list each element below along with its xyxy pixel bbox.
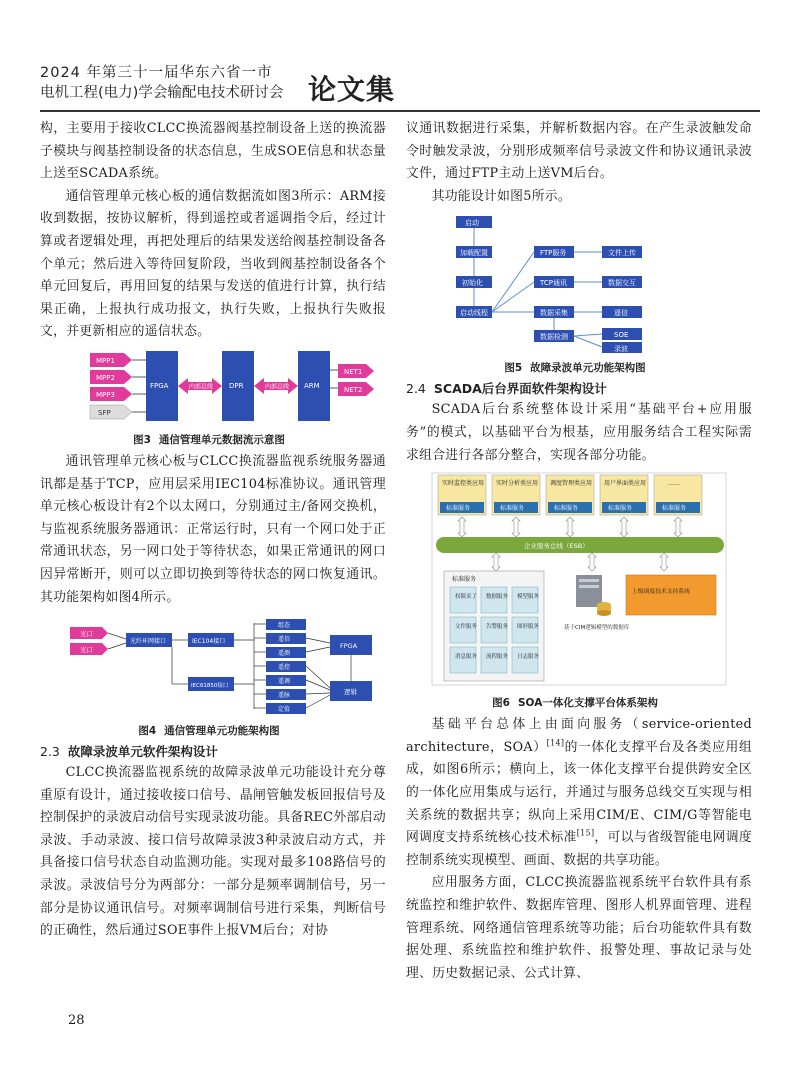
svg-text:遥脉: 遥脉: [278, 692, 291, 700]
svg-text:DPR: DPR: [229, 381, 244, 390]
fig3-fpga: [146, 351, 178, 421]
fig5-collect: 数据采集: [540, 309, 568, 318]
svg-text:标准服务: 标准服务: [662, 505, 687, 513]
figure-3: [40, 348, 386, 448]
svg-text:内部总线: 内部总线: [189, 383, 214, 391]
fig6-app-3: [546, 475, 594, 515]
fig5-yx: 遥信: [614, 309, 628, 318]
section-heading-2-3: 2.3 故障录波单元软件架构设计: [40, 744, 218, 760]
fig3-mpp3: [90, 387, 132, 401]
fig5-load: 加载配置: [460, 249, 488, 258]
header-rule: [40, 110, 760, 112]
header-line-1: 2024 年第三十一届华东六省一市: [40, 65, 273, 81]
svg-text:MPP1: MPP1: [96, 356, 115, 365]
svg-text:遥测: 遥测: [278, 650, 291, 658]
svg-text:标准服务: 标准服务: [452, 576, 477, 584]
svg-text:光口: 光口: [80, 630, 93, 639]
figure-5-diagram: [406, 212, 752, 354]
figure-3-caption: 图3 通信管理单元数据流示意图: [133, 433, 285, 446]
right-column: [406, 118, 752, 985]
svg-text:光口: 光口: [80, 646, 93, 655]
figure-6-diagram: [406, 471, 752, 689]
svg-text:光纤环网接口: 光纤环网接口: [130, 638, 167, 646]
fig4-yk: [266, 661, 306, 672]
svg-text:上级调度技术支持系统: 上级调度技术支持系统: [632, 589, 690, 596]
paragraph: 通讯管理单元核心板与CLCC换流器监视系统服务器通讯都是基于TCP，应用层采用IEC104标准协议。通讯管理单元核心板设计有2个以太网口，分别通过主/备网交换机，与监视系统服务器通讯：正常运行时，只有一个网口处于正常通讯状态，另一网口处于等待状态，如果正常通讯的网口因异常断开，则可以立即切换到等待状态的网口恢复通讯。其功能架构如图4所示。: [40, 453, 386, 605]
fig4-yc: [266, 647, 306, 658]
svg-text:IEC104接口: IEC104接口: [192, 638, 226, 646]
fig4-iec61850: [188, 677, 234, 691]
fig4-setting: [266, 703, 306, 714]
svg-text:NET2: NET2: [344, 385, 363, 394]
svg-text:用户界面类应用: 用户界面类应用: [604, 480, 647, 488]
section-heading-2-4: 2.4 SCADA后台界面软件架构设计: [406, 381, 607, 397]
header-title: 论文集: [308, 73, 396, 106]
svg-text:日志服务: 日志服务: [517, 654, 540, 661]
citation: [14]: [546, 738, 565, 748]
svg-text:权限采了: 权限采了: [455, 594, 478, 601]
paragraph: 应用服务方面，CLCC换流器监视系统平台软件具有系统监控和维护软件、数据库管理、图形人机界面管理、进程管理系统、网络通信管理系统等功能；后台功能软件具有数据处理、系统监控和维护软件、报警处理、事故记录与处理、历史数据记录、公式计算、: [406, 875, 752, 981]
svg-text:文件服务: 文件服务: [455, 624, 478, 631]
svg-text:NET1: NET1: [344, 367, 363, 376]
fig6-app-2: [492, 475, 540, 515]
fig4-iec104: [188, 633, 234, 647]
citation: [15]: [576, 828, 595, 838]
paragraph: CLCC换流器监视系统的故障录波单元功能设计充分尊重原有设计，通过接收接口信号、晶闸管触发板回报信号及控制保护的录波启动信号实现录波功能。具备REC外部启动录波、手动录波、接口信号故障录波3种录波启动方式，并具备接口信号状态自动监测功能。实现对最多108路信号的录波。录波信号分为两部分：一部分是频率调制信号，另一部分是协议通讯信号。对频率调制信号进行采集，判断信号的正确性，然后通过SOE事件上报VM后台；对协: [40, 765, 386, 939]
svg-text:标准服务: 标准服务: [608, 505, 633, 513]
svg-text:ARM: ARM: [304, 381, 320, 390]
fig4-ym: [266, 689, 306, 700]
svg-text:流程服务: 流程服务: [486, 654, 509, 661]
fig3-sfp: [90, 405, 132, 419]
figure-6: [406, 471, 752, 711]
fig4-yt: [266, 675, 306, 686]
svg-text:……: ……: [668, 480, 680, 488]
svg-text:遥信: 遥信: [278, 636, 291, 644]
svg-text:模型服务: 模型服务: [517, 594, 540, 601]
fig6-std-services: [444, 571, 544, 681]
svg-text:标准服务: 标准服务: [554, 505, 579, 513]
fig5-ftp: FTP服务: [540, 249, 567, 258]
paragraph: 基础平台总体上由面向服务（service-oriented architecture，SOA）[14]的一体化支撑平台及各类应用组成，如图6所示；横向上，该一体化支撑平台提供跨安全区的一体化应用集成与运行，并通过与服务总线交互实现与相关系统的数据共享；纵向上采用CIM/E、CIM/G等智能电网调度支持系统核心技术标准[15]，可以与省级智能电网调度控制系统实现模型、画面、数据的共享功能。: [406, 717, 753, 868]
fig5-thread: 启动线程: [460, 309, 488, 318]
svg-text:FPGA: FPGA: [340, 642, 358, 651]
svg-text:标准服务: 标准服务: [500, 505, 525, 513]
svg-text:实时监控类应用: 实时监控类应用: [442, 480, 485, 488]
svg-text:企业服务总线（ESB）: 企业服务总线（ESB）: [524, 542, 589, 551]
fig4-port2: [70, 643, 108, 655]
fig4-port1: [70, 627, 108, 639]
svg-text:基于CIM逻辑模型的数据库: 基于CIM逻辑模型的数据库: [564, 625, 630, 632]
svg-text:IEC61850接口: IEC61850接口: [191, 683, 229, 690]
svg-text:MPP2: MPP2: [96, 373, 115, 382]
fig4-logic: [330, 681, 372, 701]
svg-text:内部总线: 内部总线: [265, 383, 290, 391]
figure-5-caption: 图5 故障录波单元功能架构图: [504, 362, 646, 375]
fig5-detect: 数据检测: [540, 333, 568, 342]
fig4-config: [266, 619, 306, 630]
fig6-app-5: [654, 475, 702, 515]
svg-text:消息服务: 消息服务: [455, 654, 478, 661]
figure-4: [40, 613, 386, 739]
paragraph: 其功能设计如图5所示。: [431, 188, 572, 204]
svg-text:告警服务: 告警服务: [486, 624, 509, 631]
paragraph: 构，主要用于接收CLCC换流器阀基控制设备上送的换流器子模块与阀基控制设备的状态信息，生成SOE信息和状态量上送至SCADA系统。: [40, 121, 386, 182]
figure-4-diagram: [40, 613, 386, 717]
fig4-ring: [126, 633, 172, 647]
fig6-esb: [436, 537, 724, 553]
fig6-app-1: [438, 475, 486, 515]
header-line-2: 电机工程(电力)学会输配电技术研讨会: [40, 85, 284, 101]
fig4-fpga: [330, 635, 372, 655]
svg-text:组态: 组态: [278, 622, 291, 630]
svg-text:标准服务: 标准服务: [446, 505, 471, 513]
fig3-arm: [298, 351, 330, 421]
paragraph: 议通讯数据进行采集，并解析数据内容。在产生录波触发命令时触发录波，分别形成频率信号录波文件和协议通讯录波文件，通过FTP主动上送VM后台。: [406, 121, 752, 182]
fig5-upload: 文件上传: [608, 249, 636, 258]
svg-text:数据服务: 数据服务: [486, 594, 509, 601]
page-header: [40, 62, 760, 106]
fig3-mpp2: [90, 370, 132, 384]
fig5-soe: SOE: [614, 331, 629, 340]
svg-text:遥控: 遥控: [278, 664, 291, 672]
figure-3-diagram: [40, 348, 386, 426]
fig3-mpp1: [90, 353, 132, 367]
figure-6-caption: 图6 SOA一体化支撑平台体系架构: [492, 697, 658, 710]
fig4-yx: [266, 633, 306, 644]
svg-text:逻辑: 逻辑: [344, 688, 357, 697]
svg-text:FPGA: FPGA: [150, 381, 169, 390]
figure-5: [406, 212, 752, 376]
svg-text:实时分析类应用: 实时分析类应用: [496, 480, 539, 488]
figure-4-caption: 图4 通信管理单元功能架构图: [138, 725, 280, 738]
page-number: 28: [68, 1013, 85, 1028]
fig6-app-4: [600, 475, 648, 515]
svg-text:图形服务: 图形服务: [517, 624, 540, 631]
svg-text:MPP3: MPP3: [96, 390, 115, 399]
fig6-upper-system: [626, 575, 716, 615]
left-column: [40, 118, 386, 943]
fig3-dpr: [222, 351, 254, 421]
paragraph: 通信管理单元核心板的通信数据流如图3所示：ARM接收到数据，按协议解析，得到遥控或者遥调指令后，经过计算或者逻辑处理，再把处理后的结果发送给阀基控制设备各个单元；然后进入等待回复阶段，当收到阀基控制设备各个单元回复后，再用回复的结果与发送的值进行计算，执行结果正确，上报执行成功报文，执行失败，上报执行失败报文，并更新相应的遥信状态。: [40, 188, 386, 340]
paragraph: SCADA后台系统整体设计采用“基础平台+应用服务”的模式，以基础平台为根基，应用服务结合工程实际需求组合进行各部分整合，实现各部分功能。: [406, 402, 752, 463]
fig5-exchange: 数据交互: [608, 279, 636, 288]
fig5-record: 录波: [614, 345, 628, 354]
fig6-apps: [438, 475, 702, 515]
svg-text:调度管理类应用: 调度管理类应用: [550, 480, 593, 488]
svg-text:SFP: SFP: [98, 408, 111, 417]
fig5-start: 启动: [465, 219, 479, 228]
fig5-init: 初始化: [462, 279, 483, 288]
fig5-tcp: TCP通讯: [540, 279, 567, 288]
svg-text:定值: 定值: [278, 706, 291, 714]
svg-text:遥调: 遥调: [278, 678, 291, 686]
